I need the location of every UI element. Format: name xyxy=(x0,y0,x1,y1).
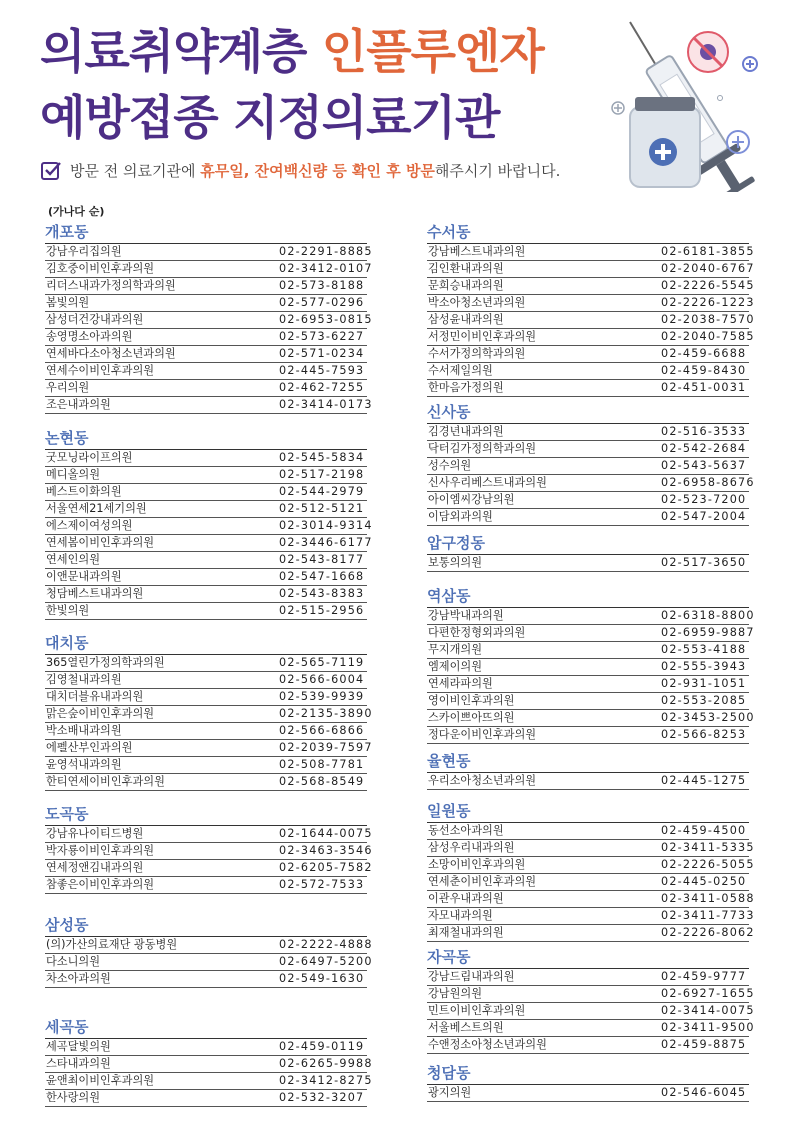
clinic-phone: 02-517-2198 xyxy=(279,468,365,481)
district-heading: 대치동 xyxy=(45,632,367,655)
clinic-row xyxy=(45,346,367,363)
clinic-row xyxy=(45,501,367,518)
clinic-phone: 02-572-7533 xyxy=(279,878,365,891)
district-section xyxy=(427,401,755,526)
district-heading: 도곡동 xyxy=(45,803,367,826)
clinic-name: 김영철내과의원 xyxy=(46,673,122,686)
clinic-row xyxy=(45,569,367,586)
clinic-row xyxy=(45,552,367,569)
clinic-name: 신사우리베스트내과의원 xyxy=(428,476,547,489)
clinic-row xyxy=(427,244,755,261)
clinic-row xyxy=(427,969,749,986)
clinic-row xyxy=(45,723,367,740)
clinic-row xyxy=(427,823,749,840)
clinic-name: 삼성윤내과의원 xyxy=(428,313,504,326)
district-heading: 일원동 xyxy=(427,800,749,823)
district-heading: 세곡동 xyxy=(45,1016,367,1039)
district-heading: 청담동 xyxy=(427,1062,749,1085)
clinic-phone: 02-515-2956 xyxy=(279,604,365,617)
clinic-phone: 02-6497-5200 xyxy=(279,955,373,968)
page-title-line1 xyxy=(40,22,544,84)
clinic-phone: 02-523-7200 xyxy=(661,493,747,506)
clinic-phone: 02-549-1630 xyxy=(279,972,365,985)
clinic-row xyxy=(427,312,755,329)
clinic-phone: 02-565-7119 xyxy=(279,656,365,669)
clinic-phone: 02-2226-8062 xyxy=(661,926,755,939)
clinic-phone: 02-3414-0173 xyxy=(279,398,373,411)
clinic-name: 메디올의원 xyxy=(46,468,101,481)
clinic-phone: 02-931-1051 xyxy=(661,677,747,690)
district-heading: 자곡동 xyxy=(427,946,749,969)
district-section xyxy=(45,632,373,791)
clinic-phone: 02-2038-7570 xyxy=(661,313,755,326)
clinic-row xyxy=(45,329,367,346)
clinic-row xyxy=(45,954,373,971)
clinic-row xyxy=(427,509,749,526)
clinic-row xyxy=(427,380,749,397)
clinic-row xyxy=(427,424,749,441)
clinic-name: 김경년내과의원 xyxy=(428,425,504,438)
district-section xyxy=(427,1062,749,1102)
clinic-phone: 02-566-8253 xyxy=(661,728,747,741)
clinic-name: 한빛의원 xyxy=(46,604,90,617)
district-heading: 역삼동 xyxy=(427,585,749,608)
clinic-name: 맑은숲이비인후과의원 xyxy=(46,707,155,720)
clinic-row xyxy=(45,467,367,484)
clinic-row xyxy=(427,727,749,744)
clinic-name: 연세봄이비인후과의원 xyxy=(46,536,155,549)
clinic-phone: 02-542-2684 xyxy=(661,442,747,455)
clinic-name: 강남유나이티드병원 xyxy=(46,827,144,840)
clinic-phone: 02-3014-9314 xyxy=(279,519,373,532)
clinic-name: 민트이비인후과의원 xyxy=(428,1004,526,1017)
clinic-name: 자모내과의원 xyxy=(428,909,493,922)
clinic-phone: 02-459-8430 xyxy=(661,364,747,377)
clinic-row xyxy=(45,1056,373,1073)
clinic-row xyxy=(427,295,755,312)
clinic-phone: 02-6927-1655 xyxy=(661,987,755,1000)
clinic-phone: 02-3411-9500 xyxy=(661,1021,755,1034)
clinic-name: 연세바다소아청소년과의원 xyxy=(46,347,176,360)
clinic-name: 강남박내과의원 xyxy=(428,609,504,622)
clinic-row xyxy=(427,458,749,475)
clinic-row xyxy=(45,740,373,757)
notice-suffix: 해주시기 바랍니다. xyxy=(434,162,561,180)
clinic-row xyxy=(45,450,367,467)
clinic-name: 다편한정형외과의원 xyxy=(428,626,526,639)
clinic-row xyxy=(45,518,373,535)
visit-notice xyxy=(40,158,560,184)
clinic-name: 보통의의원 xyxy=(428,556,483,569)
clinic-phone: 02-459-9777 xyxy=(661,970,747,983)
clinic-row xyxy=(427,1037,749,1054)
clinic-row xyxy=(45,1073,373,1090)
clinic-name: 소망이비인후과의원 xyxy=(428,858,526,871)
clinic-name: 연세수이비인후과의원 xyxy=(46,364,155,377)
clinic-name: 리더스내과가정의학과의원 xyxy=(46,279,176,292)
clinic-row xyxy=(45,261,373,278)
clinic-name: 영이비인후과의원 xyxy=(428,694,515,707)
clinic-row xyxy=(45,757,367,774)
clinic-phone: 02-573-8188 xyxy=(279,279,365,292)
clinic-row xyxy=(45,295,367,312)
clinic-phone: 02-3411-7733 xyxy=(661,909,755,922)
clinic-phone: 02-3412-0107 xyxy=(279,262,373,275)
clinic-name: 최재철내과의원 xyxy=(428,926,504,939)
clinic-phone: 02-445-0250 xyxy=(661,875,747,888)
title-orange-text: 인플루엔자 xyxy=(321,25,544,80)
clinic-name: 수서가정의학과의원 xyxy=(428,347,526,360)
clinic-phone: 02-553-4188 xyxy=(661,643,747,656)
clinic-name: 삼성더건강내과의원 xyxy=(46,313,144,326)
sort-note: (가나다 순) xyxy=(48,205,105,218)
clinic-name: 수앤정소아청소년과의원 xyxy=(428,1038,547,1051)
clinic-row xyxy=(427,625,755,642)
clinic-row xyxy=(427,642,749,659)
notice-prefix: 방문 전 의료기관에 xyxy=(70,162,196,180)
clinic-phone: 02-6958-8676 xyxy=(661,476,755,489)
clinic-row xyxy=(45,706,373,723)
clinic-row xyxy=(427,925,755,942)
clinic-phone: 02-451-0031 xyxy=(661,381,747,394)
clinic-name: 스카이쁘아뜨의원 xyxy=(428,711,515,724)
clinic-name: 서울연세21세기의원 xyxy=(46,502,147,515)
clinic-name: 수서제일의원 xyxy=(428,364,493,377)
clinic-name: 한마음가정의원 xyxy=(428,381,504,394)
clinic-row xyxy=(45,397,373,414)
clinic-name: 한사랑의원 xyxy=(46,1091,101,1104)
title-purple-text: 의료취약계층 xyxy=(40,25,307,80)
clinic-row xyxy=(427,986,755,1003)
clinic-phone: 02-508-7781 xyxy=(279,758,365,771)
clinic-row xyxy=(45,603,367,620)
district-section xyxy=(427,221,755,397)
clinic-name: 세곡달빛의원 xyxy=(46,1040,111,1053)
clinic-name: 봄빛의원 xyxy=(46,296,90,309)
clinic-name: 강남베스트내과의원 xyxy=(428,245,526,258)
clinic-name: 엠제이의원 xyxy=(428,660,483,673)
clinic-row xyxy=(427,555,749,572)
clinic-phone: 02-3453-2500 xyxy=(661,711,755,724)
clinic-row xyxy=(427,278,755,295)
clinic-phone: 02-2226-5055 xyxy=(661,858,755,871)
clinic-name: 김인환내과의원 xyxy=(428,262,504,275)
clinic-name: 서울베스트의원 xyxy=(428,1021,504,1034)
district-heading: 수서동 xyxy=(427,221,749,244)
clinic-row xyxy=(45,937,373,954)
clinic-phone: 02-2039-7597 xyxy=(279,741,373,754)
clinic-name: 연세라파의원 xyxy=(428,677,493,690)
clinic-row xyxy=(45,380,367,397)
clinic-row xyxy=(45,689,367,706)
clinic-row xyxy=(427,840,755,857)
clinic-name: 스타내과의원 xyxy=(46,1057,111,1070)
clinic-row xyxy=(45,774,367,791)
clinic-row xyxy=(427,1003,755,1020)
clinic-row xyxy=(427,261,755,278)
clinic-row xyxy=(427,908,755,925)
clinic-phone: 02-566-6004 xyxy=(279,673,365,686)
clinic-name: 참좋은이비인후과의원 xyxy=(46,878,155,891)
clinic-phone: 02-6181-3855 xyxy=(661,245,755,258)
clinic-row xyxy=(45,586,367,603)
clinic-name: 삼성우리내과의원 xyxy=(428,841,515,854)
clinic-phone: 02-546-6045 xyxy=(661,1086,747,1099)
clinic-phone: 02-2040-6767 xyxy=(661,262,755,275)
clinic-phone: 02-568-8549 xyxy=(279,775,365,788)
clinic-name: 닥터김가정의학과의원 xyxy=(428,442,537,455)
clinic-name: 에펠산부인과의원 xyxy=(46,741,133,754)
district-heading: 논현동 xyxy=(45,427,367,450)
clinic-phone: 02-6265-9988 xyxy=(279,1057,373,1070)
clinic-row xyxy=(45,1090,367,1107)
clinic-row xyxy=(45,877,367,894)
clinic-phone: 02-2291-8885 xyxy=(279,245,373,258)
clinic-phone: 02-3446-6177 xyxy=(279,536,373,549)
clinic-row xyxy=(45,655,367,672)
clinic-name: 박자룡이비인후과의원 xyxy=(46,844,155,857)
clinic-phone: 02-571-0234 xyxy=(279,347,365,360)
clinic-phone: 02-459-4500 xyxy=(661,824,747,837)
clinic-row xyxy=(427,475,755,492)
clinic-phone: 02-512-5121 xyxy=(279,502,365,515)
clinic-name: 박소아청소년과의원 xyxy=(428,296,526,309)
clinic-row xyxy=(427,492,749,509)
clinic-row xyxy=(427,891,755,908)
clinic-name: 광지의원 xyxy=(428,1086,472,1099)
clinic-name: 연세춘이비인후과의원 xyxy=(428,875,537,888)
clinic-row xyxy=(45,363,367,380)
clinic-row xyxy=(427,773,749,790)
clinic-phone: 02-566-6866 xyxy=(279,724,365,737)
clinic-phone: 02-6205-7582 xyxy=(279,861,373,874)
district-heading: 개포동 xyxy=(45,221,367,244)
clinic-phone: 02-543-8383 xyxy=(279,587,365,600)
clinic-name: 조은내과의원 xyxy=(46,398,111,411)
clinic-row xyxy=(427,874,749,891)
clinic-phone: 02-2226-5545 xyxy=(661,279,755,292)
clinic-row xyxy=(45,826,373,843)
clinic-row xyxy=(45,312,373,329)
clinic-phone: 02-543-8177 xyxy=(279,553,365,566)
district-heading: 율현동 xyxy=(427,750,749,773)
district-section xyxy=(427,532,749,572)
clinic-row xyxy=(427,659,749,676)
clinic-name: 서정민이비인후과의원 xyxy=(428,330,537,343)
page-title-line2: 예방접종 지정의료기관 xyxy=(40,91,500,146)
clinic-name: 윤영석내과의원 xyxy=(46,758,122,771)
clinic-name: 연세인의원 xyxy=(46,553,101,566)
clinic-name: 베스트이화의원 xyxy=(46,485,122,498)
clinic-phone: 02-532-3207 xyxy=(279,1091,365,1104)
clinic-name: 한티연세이비인후과의원 xyxy=(46,775,165,788)
clinic-phone: 02-553-2085 xyxy=(661,694,747,707)
clinic-phone: 02-445-1275 xyxy=(661,774,747,787)
clinic-phone: 02-459-8875 xyxy=(661,1038,747,1051)
clinic-phone: 02-544-2979 xyxy=(279,485,365,498)
clinic-phone: 02-3414-0075 xyxy=(661,1004,755,1017)
clinic-row xyxy=(45,484,367,501)
clinic-row xyxy=(427,710,755,727)
clinic-phone: 02-539-9939 xyxy=(279,690,365,703)
clinic-name: 강남드림내과의원 xyxy=(428,970,515,983)
clinic-name: 아이엠씨강남의원 xyxy=(428,493,515,506)
district-heading: 압구정동 xyxy=(427,532,749,555)
clinic-row xyxy=(427,441,749,458)
clinic-name: 정다운이비인후과의원 xyxy=(428,728,537,741)
district-section xyxy=(427,750,749,790)
district-section xyxy=(45,427,373,620)
clinic-name: 김호중이비인후과의원 xyxy=(46,262,155,275)
clinic-phone: 02-2222-4888 xyxy=(279,938,373,951)
clinic-phone: 02-1644-0075 xyxy=(279,827,373,840)
clinic-row xyxy=(45,535,373,552)
clinic-phone: 02-543-5637 xyxy=(661,459,747,472)
clinic-phone: 02-2226-1223 xyxy=(661,296,755,309)
clinic-phone: 02-462-7255 xyxy=(279,381,365,394)
clinic-phone: 02-6318-8800 xyxy=(661,609,755,622)
clinic-row xyxy=(45,672,367,689)
vaccine-illustration-icon xyxy=(600,12,780,192)
district-section xyxy=(427,946,755,1054)
district-section xyxy=(427,585,755,744)
clinic-name: 연세정앤김내과의원 xyxy=(46,861,144,874)
clinic-phone: 02-573-6227 xyxy=(279,330,365,343)
clinic-row xyxy=(45,244,373,261)
clinic-phone: 02-2135-3890 xyxy=(279,707,373,720)
clinic-name: 성수의원 xyxy=(428,459,472,472)
clinic-name: 송영명소아과의원 xyxy=(46,330,133,343)
clinic-phone: 02-3411-0588 xyxy=(661,892,755,905)
clinic-row xyxy=(427,1020,755,1037)
district-section xyxy=(45,803,373,894)
district-heading: 신사동 xyxy=(427,401,749,424)
clinic-phone: 02-3412-8275 xyxy=(279,1074,373,1087)
clinic-row xyxy=(45,843,373,860)
clinic-name: 에스제이여성의원 xyxy=(46,519,133,532)
clinic-name: (의)가산의료재단 광동병원 xyxy=(46,938,178,951)
checkbox-icon xyxy=(40,160,62,182)
clinic-name: 우리의원 xyxy=(46,381,90,394)
clinic-row xyxy=(427,857,755,874)
district-heading: 삼성동 xyxy=(45,914,367,937)
clinic-name: 동선소아과의원 xyxy=(428,824,504,837)
clinic-name: 박소배내과의원 xyxy=(46,724,122,737)
clinic-name: 우리소아청소년과의원 xyxy=(428,774,537,787)
clinic-row xyxy=(45,860,373,877)
clinic-phone: 02-516-3533 xyxy=(661,425,747,438)
clinic-phone: 02-459-6688 xyxy=(661,347,747,360)
clinic-row xyxy=(427,1085,749,1102)
clinic-name: 365열린가정의학과의원 xyxy=(46,656,165,669)
clinic-name: 문희승내과의원 xyxy=(428,279,504,292)
notice-highlight: 휴무일, 잔여백신량 등 확인 후 방문 xyxy=(200,162,435,180)
clinic-phone: 02-547-1668 xyxy=(279,570,365,583)
clinic-row xyxy=(427,676,749,693)
clinic-phone: 02-547-2004 xyxy=(661,510,747,523)
clinic-name: 이관우내과의원 xyxy=(428,892,504,905)
clinic-name: 굿모닝라이프의원 xyxy=(46,451,133,464)
district-section xyxy=(45,1016,373,1107)
clinic-name: 무지개의원 xyxy=(428,643,483,656)
clinic-row xyxy=(45,971,367,988)
clinic-name: 이담외과의원 xyxy=(428,510,493,523)
clinic-name: 다소니의원 xyxy=(46,955,101,968)
clinic-row xyxy=(427,608,755,625)
clinic-name: 강남원의원 xyxy=(428,987,483,1000)
clinic-name: 차소아과의원 xyxy=(46,972,111,985)
clinic-phone: 02-545-5834 xyxy=(279,451,365,464)
clinic-phone: 02-2040-7585 xyxy=(661,330,755,343)
clinic-name: 이앤문내과의원 xyxy=(46,570,122,583)
clinic-row xyxy=(427,346,749,363)
clinic-row xyxy=(427,693,749,710)
clinic-phone: 02-517-3650 xyxy=(661,556,747,569)
clinic-phone: 02-445-7593 xyxy=(279,364,365,377)
clinic-phone: 02-555-3943 xyxy=(661,660,747,673)
clinic-phone: 02-577-0296 xyxy=(279,296,365,309)
clinic-phone: 02-3463-3546 xyxy=(279,844,373,857)
clinic-row xyxy=(45,1039,367,1056)
clinic-phone: 02-6959-9887 xyxy=(661,626,755,639)
district-section xyxy=(45,221,373,414)
clinic-row xyxy=(427,329,755,346)
clinic-name: 윤앤최이비인후과의원 xyxy=(46,1074,155,1087)
clinic-name: 청담베스트내과의원 xyxy=(46,587,144,600)
clinic-row xyxy=(427,363,749,380)
clinic-phone: 02-459-0119 xyxy=(279,1040,365,1053)
clinic-name: 강남우리집의원 xyxy=(46,245,122,258)
clinic-row xyxy=(45,278,367,295)
district-section xyxy=(45,914,373,988)
clinic-name: 대치더블유내과의원 xyxy=(46,690,144,703)
clinic-phone: 02-6953-0815 xyxy=(279,313,373,326)
district-section xyxy=(427,800,755,942)
clinic-phone: 02-3411-5335 xyxy=(661,841,755,854)
